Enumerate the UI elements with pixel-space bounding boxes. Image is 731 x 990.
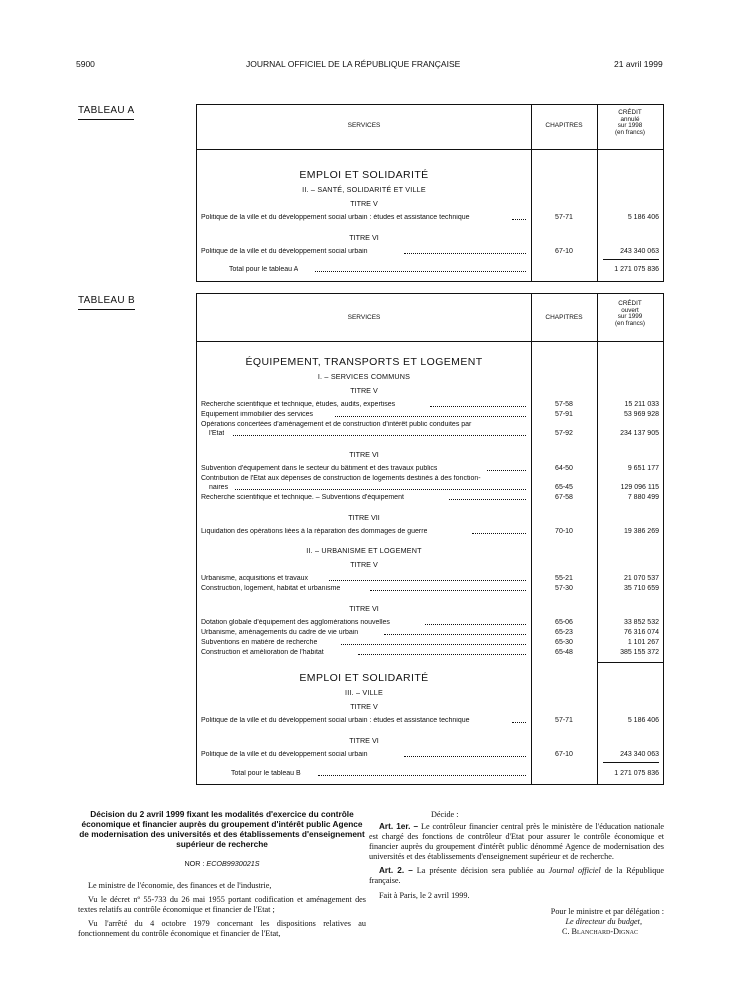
table-row: Urbanisme, aménagements du cadre de vie urbain 65-23 76 316 074 <box>201 629 659 636</box>
table-row: Politique de la ville et du développement social urbain : études et assistance technique 57-71 5 186 406 <box>201 214 659 221</box>
section-title: I. – SERVICES COMMUNS <box>317 372 411 381</box>
titre-heading: TITRE VI <box>349 233 379 242</box>
article-1: Art. 1er. – Le contrôleur financier central près le ministère de l'éducation nationale est chargé des fonctions de contrôleur d'Etat pour assurer le contrôle économique et financier auprès du groupement d'intérêt public dénommé Agence de modernisation des universités et des établissements d'enseignement supérieur et de recherche. <box>369 822 664 862</box>
article-2: Art. 2. – La présente décision sera publiée au Journal officiel de la République française. <box>369 866 665 886</box>
table-row: Equipement immobilier des services 57-91 53 969 928 <box>201 411 659 418</box>
nor-reference: NOR : ECOB9930021S <box>184 858 260 868</box>
ministry-title: ÉQUIPEMENT, TRANSPORTS ET LOGEMENT <box>245 356 483 368</box>
tableau-b <box>196 293 664 785</box>
page-number: 5900 <box>76 59 95 69</box>
table-row: Liquidation des opérations liées à la réparation des dommages de guerre 70-10 19 386 269 <box>201 528 659 535</box>
table-row: Construction et amélioration de l'habitat 65-48 385 155 372 <box>201 649 659 656</box>
journal-title: JOURNAL OFFICIEL DE LA RÉPUBLIQUE FRANÇAISE <box>246 59 461 69</box>
decision-title: Décision du 2 avril 1999 fixant les modalités d'exercice du contrôle économique et financier auprès du groupement d'intérêt public Agence de modernisation des universités et des établissements d'enseignement supérieur de recherche <box>79 809 365 849</box>
table-row: Urbanisme, acquisitions et travaux 55-21 21 070 537 <box>201 575 659 582</box>
table-row: Opérations concertées d'aménagement et de construction d'intérêt public conduites par l'Etat 57-92 234 137 905 <box>201 421 659 437</box>
titre-heading: TITRE V <box>350 199 378 208</box>
ministry-title: EMPLOI ET SOLIDARITÉ <box>299 169 429 181</box>
table-row: Recherche scientifique et technique. – Subventions d'équipement 67-58 7 880 499 <box>201 494 659 501</box>
titre-heading: TITRE V <box>350 702 378 711</box>
total-row: Total pour le tableau A 1 271 075 836 <box>229 266 659 273</box>
table-row: Construction, logement, habitat et urbanisme 57-30 35 710 659 <box>201 585 659 592</box>
signature-line-2: Le directeur du budget, <box>565 916 642 926</box>
titre-heading: TITRE VI <box>349 736 379 745</box>
titre-heading: TITRE VI <box>349 450 379 459</box>
tableau-b-label: TABLEAU B <box>78 295 135 310</box>
titre-heading: TITRE V <box>350 386 378 395</box>
decide-heading: Décide : <box>431 810 459 819</box>
titre-heading: TITRE V <box>350 560 378 569</box>
header-services: SERVICES <box>347 314 381 321</box>
fait-a-paris: Fait à Paris, le 2 avril 1999. <box>379 890 470 900</box>
tableau-a <box>196 104 664 282</box>
signature-line-3: C. Blanchard-Dignac <box>562 926 638 936</box>
table-row: Contribution de l'Etat aux dépenses de construction de logements destinés à des fonction- naires 65-45 129 096 115 <box>201 475 659 491</box>
titre-heading: TITRE VII <box>348 513 380 522</box>
table-row: Subvention d'équipement dans le secteur du bâtiment et des travaux publics 64-50 9 651 177 <box>201 465 659 472</box>
paragraph: Le ministre de l'économie, des finances et de l'industrie, <box>88 880 272 890</box>
header-credit: CRÉDIT ouvert sur 1999 (en francs) <box>614 300 646 327</box>
table-row: Politique de la ville et du développement social urbain : études et assistance technique 57-71 5 186 406 <box>201 717 659 724</box>
header-chapitres: CHAPITRES <box>545 122 583 129</box>
section-title: II. – SANTÉ, SOLIDARITÉ ET VILLE <box>302 185 426 194</box>
section-title: II. – URBANISME ET LOGEMENT <box>306 546 422 555</box>
signature-line-1: Pour le ministre et par délégation : <box>550 906 664 916</box>
header-chapitres: CHAPITRES <box>545 314 583 321</box>
paragraph: Vu l'arrêté du 4 octobre 1979 concernant les dispositions relatives au fonctionnement du contrôle économique et financier de l'Etat, <box>78 918 366 938</box>
table-row: Politique de la ville et du développement social urbain 67-10 243 340 063 <box>201 248 659 255</box>
ministry-title: EMPLOI ET SOLIDARITÉ <box>299 672 429 684</box>
table-row: Subventions en matière de recherche 65-30 1 101 267 <box>201 639 659 646</box>
total-row: Total pour le tableau B 1 271 075 836 <box>231 770 659 777</box>
header-date: 21 avril 1999 <box>614 59 663 69</box>
decision-right-column <box>369 810 664 937</box>
table-row: Politique de la ville et du développement social urbain 67-10 243 340 063 <box>201 751 659 758</box>
decision-left-column <box>78 810 366 939</box>
header-credit: CRÉDIT annulé sur 1998 (en francs) <box>614 109 646 136</box>
titre-heading: TITRE VI <box>349 604 379 613</box>
paragraph: Vu le décret nº 55-733 du 26 mai 1955 portant codification et aménagement des textes relatifs au contrôle économique et financier de l'Etat ; <box>78 894 366 914</box>
table-row: Recherche scientifique et technique, études, audits, expertises 57-58 15 211 033 <box>201 401 659 408</box>
header-services: SERVICES <box>347 122 381 129</box>
section-title: III. – VILLE <box>345 688 383 697</box>
table-row: Dotation globale d'équipement des agglomérations nouvelles 65-06 33 852 532 <box>201 619 659 626</box>
tableau-a-label: TABLEAU A <box>78 105 134 120</box>
